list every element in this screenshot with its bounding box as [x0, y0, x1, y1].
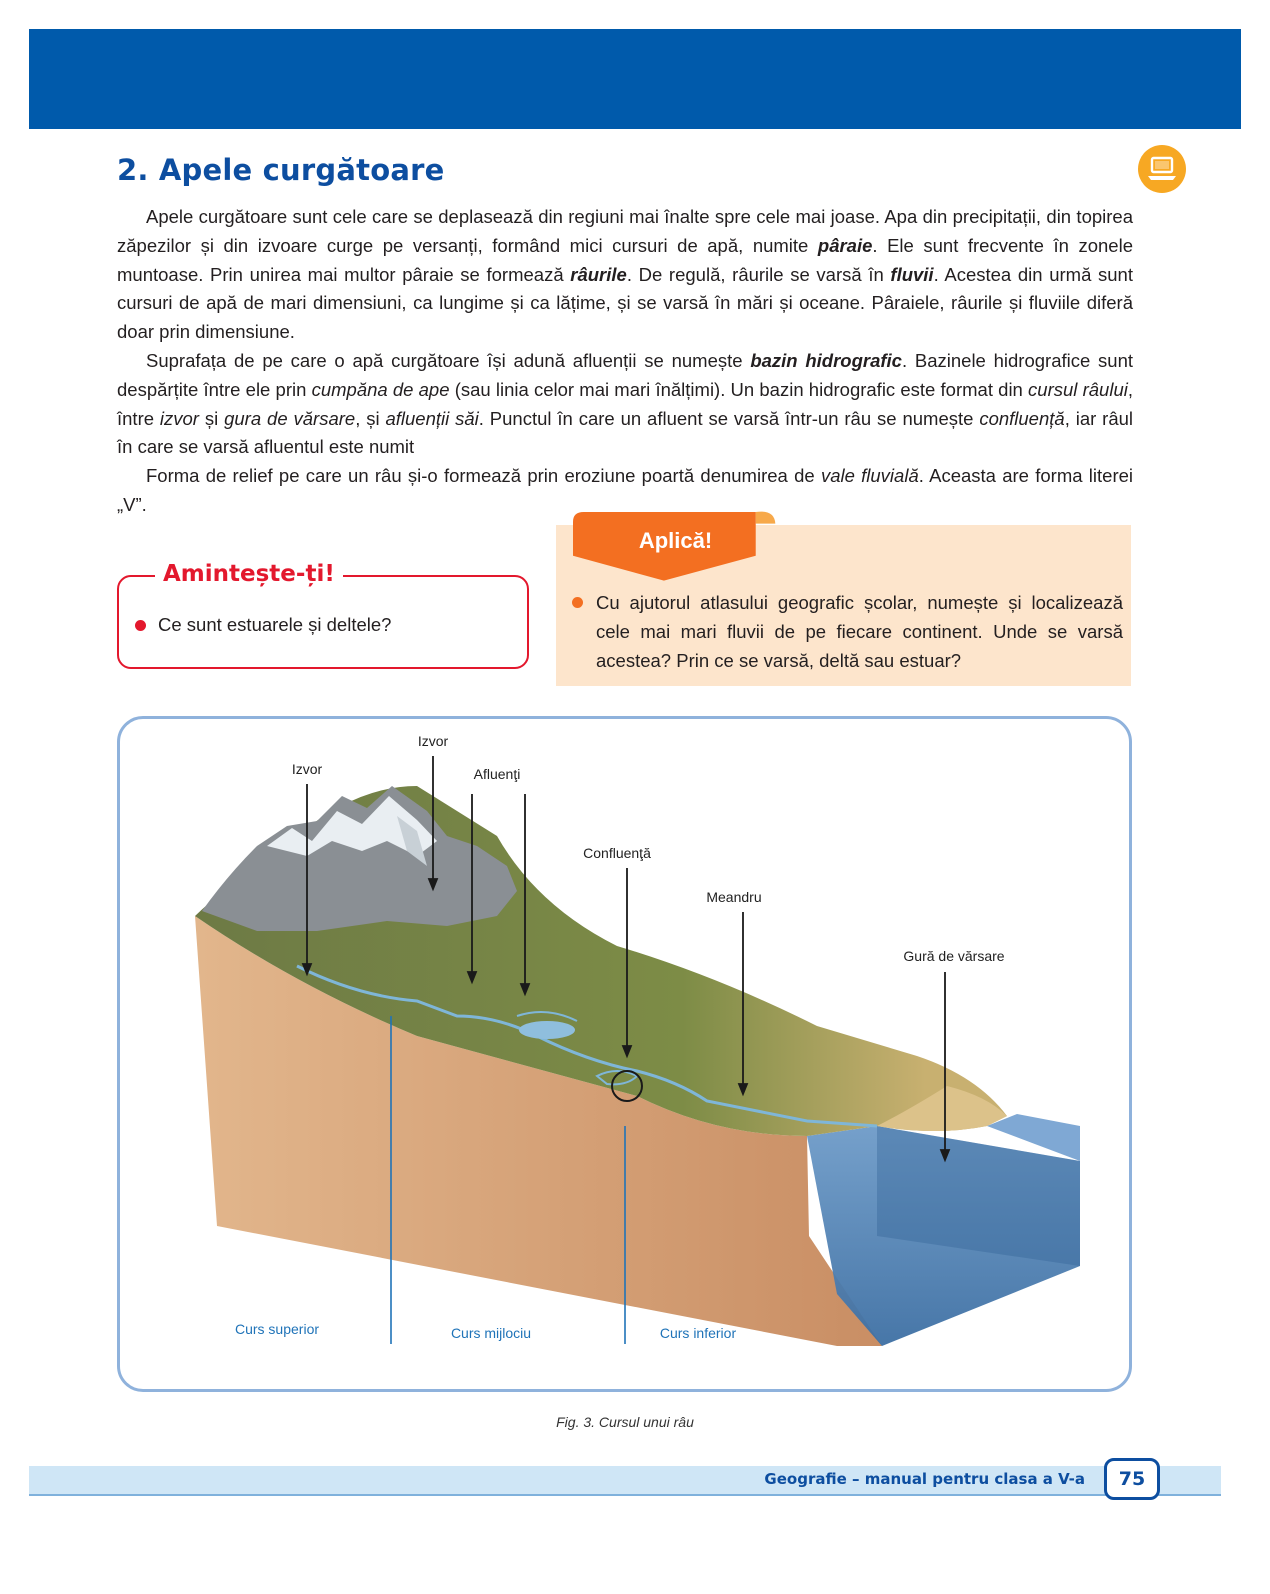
label-afluenti: Afluenţi — [473, 766, 521, 782]
paragraph-3: Forma de relief pe care un râu și-o formează prin eroziune poartă denumirea de vale fluvială. Aceasta are forma literei „V”. — [117, 465, 1134, 515]
figure-caption: Fig. 3. Cursul unui râu — [556, 1414, 694, 1430]
river-course-diagram — [117, 716, 1132, 1392]
term-raurile: râurile — [570, 263, 627, 285]
lake — [519, 1021, 575, 1039]
section-title: 2. Apele curgătoare — [117, 153, 445, 187]
label-izvor-1: Izvor — [291, 761, 323, 777]
apply-title: Aplică! — [638, 528, 713, 553]
label-curs-inferior: Curs inferior — [659, 1325, 737, 1341]
body-text — [117, 203, 1133, 520]
mountains — [202, 786, 517, 931]
remember-question: Ce sunt estuarele și deltele? — [135, 614, 391, 636]
header-band — [29, 29, 1241, 129]
footer-book-title: Geografie – manual pentru clasa a V-a — [764, 1470, 1085, 1488]
term-bazin: bazin hidrografic — [750, 349, 902, 371]
label-curs-superior: Curs superior — [234, 1321, 320, 1337]
label-curs-mijlociu: Curs mijlociu — [450, 1325, 532, 1341]
paragraph-1: Apele curgătoare sunt cele care se deplasează din regiuni mai înalte spre cele mai joase. Apa din precipitații, din topirea zăpezilor și din izvoare curge pe versanți, formând mici cursuri de apă, numite pâraie. Ele sunt frecvente în zonele muntoase. Prin unirea mai multor pâraie se formează râurile. De regulă, râurile se varsă în fluvii. Acestea din urmă sunt cursuri de apă de mari dimensiuni, ca lungime și ca lățime, și se varsă în mări și oceane. Pâraiele, râurile și fluviile diferă doar prin dimensiune. — [117, 206, 1133, 343]
term-fluvii: fluvii — [890, 263, 934, 285]
footer-line — [29, 1494, 1221, 1496]
laptop-icon[interactable] — [1138, 145, 1186, 193]
term-paraie: pâraie — [817, 234, 873, 256]
apply-text: Cu ajutorul atlasului geografic școlar, numește și localizează cele mai mari fluvii de pe fiecare continent. Unde se varsă acestea? Prin ce se varsă, deltă sau estuar? — [570, 588, 1123, 675]
remember-title: Amintește-ți! — [155, 561, 343, 587]
label-meandru: Meandru — [706, 889, 762, 905]
label-gura: Gură de vărsare — [903, 948, 1005, 964]
page-number: 75 — [1104, 1458, 1160, 1500]
label-confluenta: Confluenţă — [583, 845, 651, 861]
paragraph-2: Suprafața de pe care o apă curgătoare își adună afluenții se numește bazin hidrografic. Bazinele hidrografice sunt despărțite între ele prin cumpăna de ape (sau linia celor mai mari înălțimi). Un bazin hidrografic este format din cursul râului, între izvor și gura de vărsare, și afluenții săi. Punctul în care un afluent se varsă într-un râu se numește confluență, iar râul în care se varsă afluentul este numit — [117, 349, 1134, 458]
bullet-icon — [572, 597, 583, 608]
bullet-icon — [135, 620, 146, 631]
label-izvor-2: Izvor — [417, 733, 449, 749]
